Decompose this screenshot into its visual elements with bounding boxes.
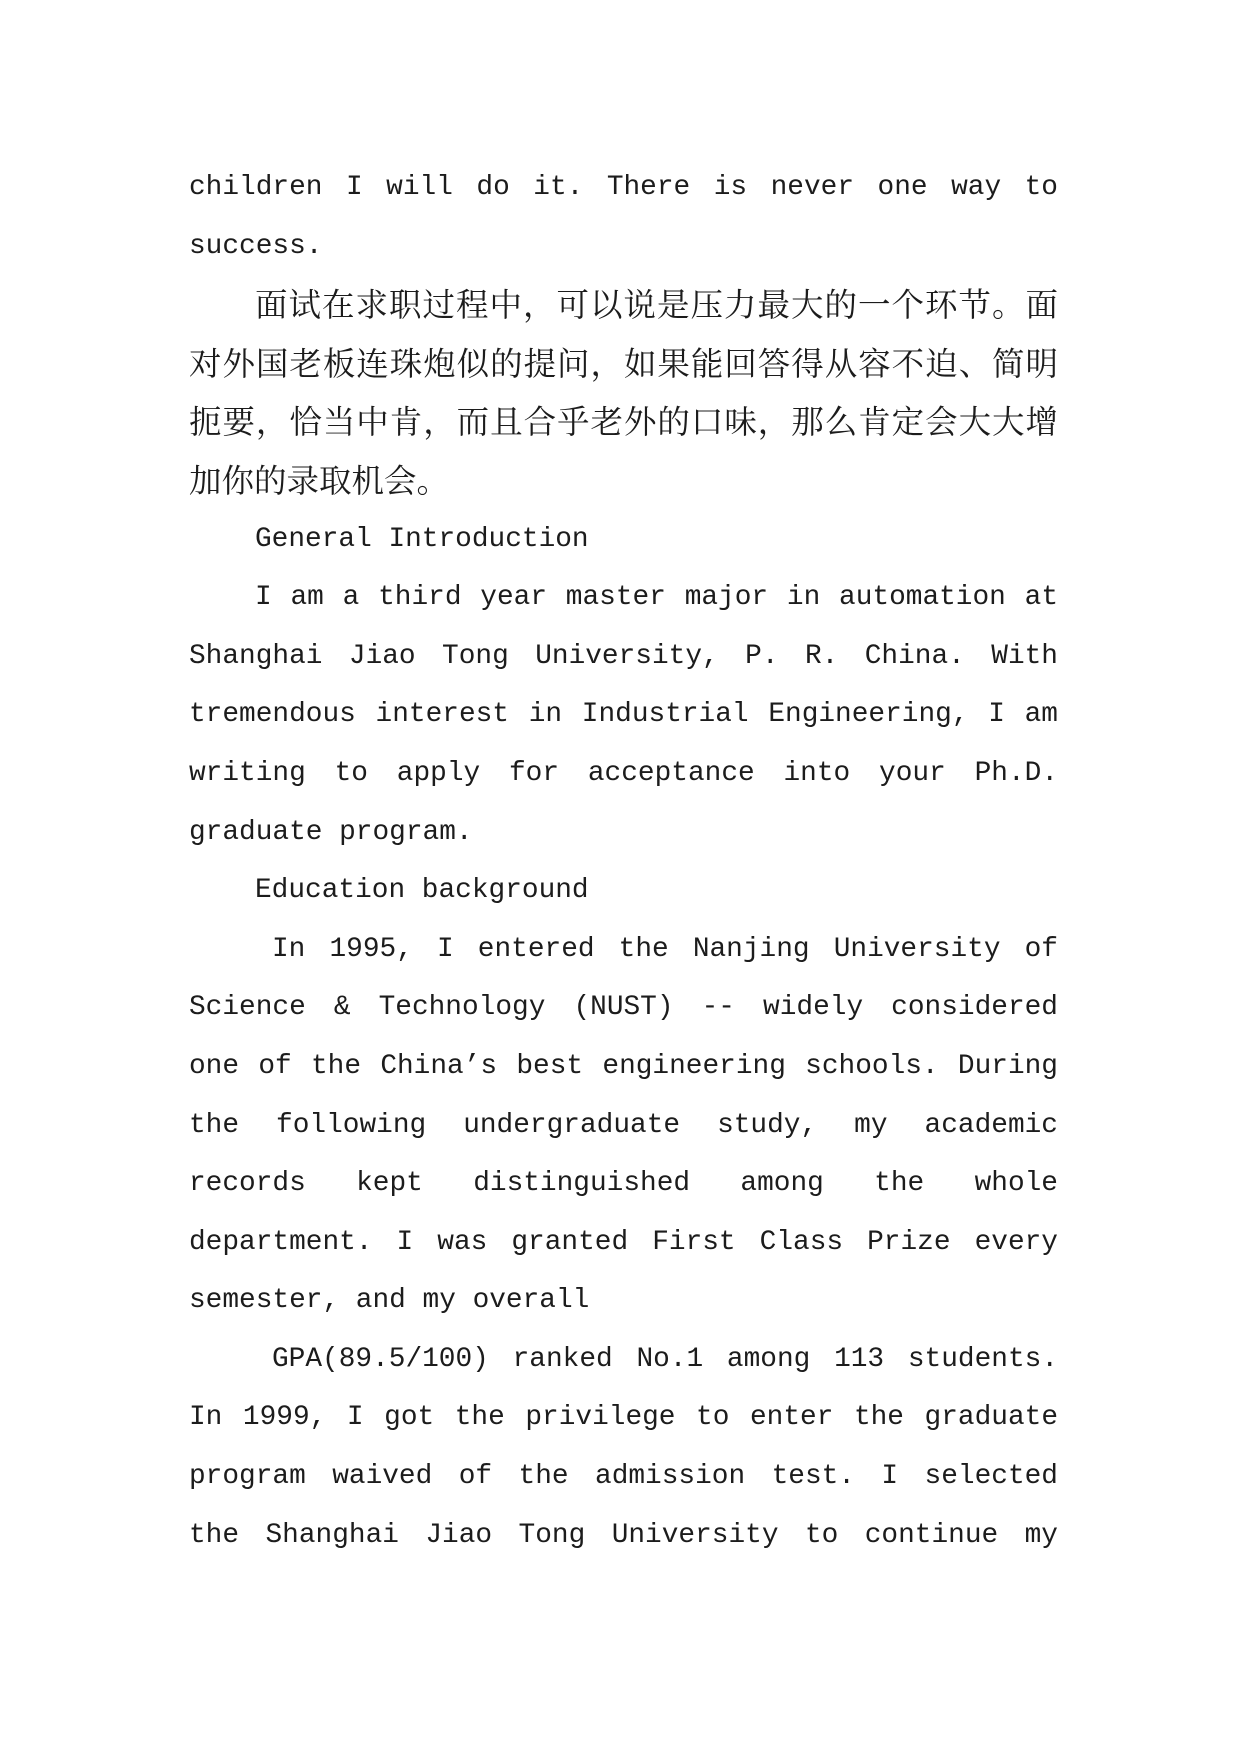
paragraph-line: department. I was granted First Class Prize every bbox=[189, 1226, 1058, 1258]
paragraph-interview-intro bbox=[189, 276, 1058, 510]
section-heading-education-background bbox=[189, 862, 1058, 921]
paragraph-line: success. bbox=[189, 230, 323, 262]
paragraph-line: graduate program. bbox=[189, 816, 473, 848]
paragraph-line: semester, and my overall bbox=[189, 1285, 590, 1317]
paragraph-general-introduction bbox=[189, 569, 1058, 862]
paragraph-education-gpa bbox=[189, 1331, 1058, 1565]
section-heading: General Introduction bbox=[255, 523, 589, 555]
paragraph-line: 对外国老板连珠炮似的提问，如果能回答得从容不迫、简明 bbox=[189, 344, 1058, 383]
document-body bbox=[189, 159, 1058, 1565]
paragraph-line: In 1999, I got the privilege to enter the graduate bbox=[189, 1402, 1058, 1434]
paragraph-line: children I will do it. There is never one way to bbox=[189, 172, 1058, 203]
paragraph-line: GPA(89.5/100) ranked No.1 among 113 students. bbox=[272, 1343, 1058, 1375]
paragraph-line: program waived of the admission test. I selected bbox=[189, 1461, 1058, 1493]
paragraph-line: 面试在求职过程中，可以说是压力最大的一个环节。面 bbox=[255, 286, 1058, 325]
section-heading-general-introduction bbox=[189, 511, 1058, 570]
paragraph-line: Science & Technology (NUST) -- widely considered bbox=[189, 992, 1058, 1024]
paragraph-line: tremendous interest in Industrial Engineering, I am bbox=[189, 699, 1058, 731]
section-heading: Education background bbox=[255, 875, 589, 907]
paragraph-line: writing to apply for acceptance into your Ph.D. bbox=[189, 757, 1058, 789]
paragraph-line: 扼要，恰当中肯，而且合乎老外的口味，那么肯定会大大增 bbox=[189, 403, 1058, 442]
paragraph-line: 加你的录取机会。 bbox=[189, 461, 450, 500]
paragraph-line: records kept distinguished among the whole bbox=[189, 1168, 1058, 1200]
paragraph-line: one of the China’s best engineering schools. During bbox=[189, 1050, 1058, 1082]
paragraph-line: the following undergraduate study, my academic bbox=[189, 1109, 1058, 1141]
paragraph-line: Shanghai Jiao Tong University, P. R. China. With bbox=[189, 640, 1058, 672]
paragraph-continuation bbox=[189, 159, 1058, 276]
paragraph-line: I am a third year master major in automation at bbox=[255, 582, 1058, 614]
paragraph-line: In 1995, I entered the Nanjing University of bbox=[272, 933, 1058, 965]
paragraph-line: the Shanghai Jiao Tong University to continue my bbox=[189, 1519, 1058, 1551]
paragraph-education-1995 bbox=[189, 921, 1058, 1331]
